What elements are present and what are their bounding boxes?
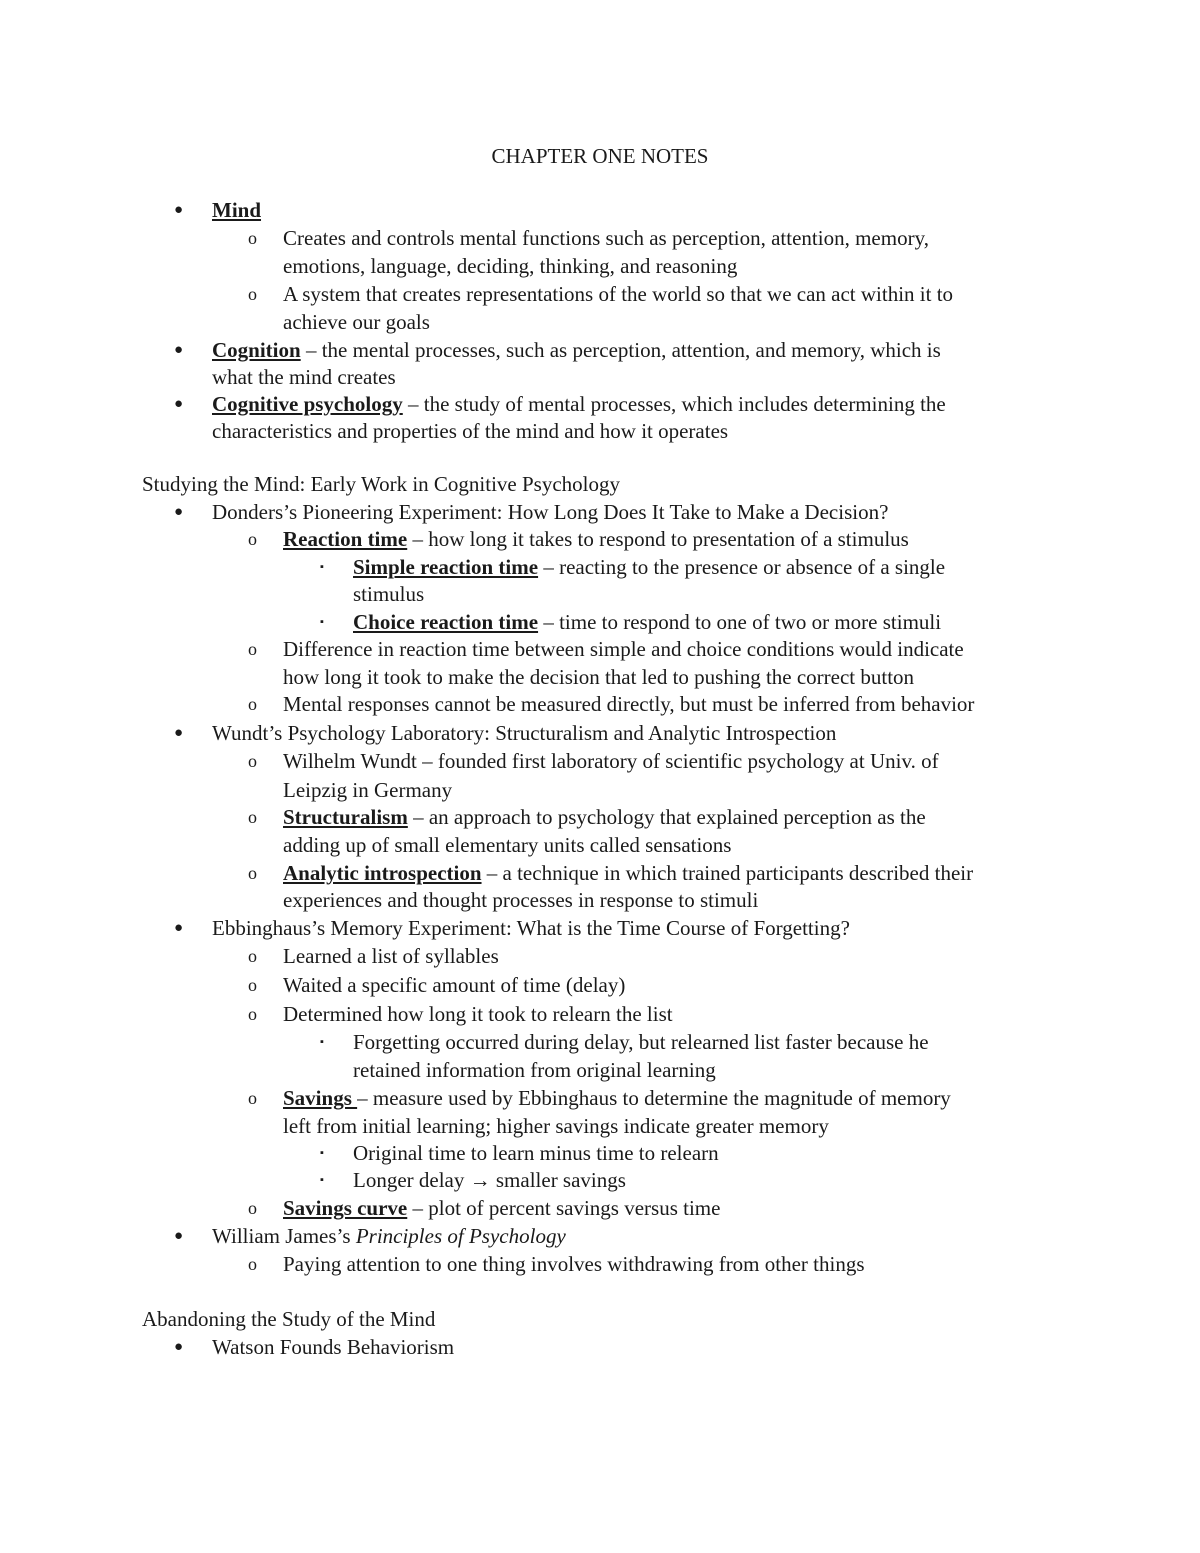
savings-point-1: Original time to learn minus time to relearn [353, 1141, 719, 1165]
bullet-marker: ● [174, 202, 184, 218]
mind-term: Mind [212, 198, 262, 222]
mind-point-2-line-1: A system that creates representations of the world so that we can act within it to [283, 282, 954, 306]
mind-point-1-line-1: Creates and controls mental functions such as perception, attention, memory, [283, 226, 929, 250]
wundt-heading: Wundt’s Psychology Laboratory: Structuralism and Analytic Introspection [212, 721, 837, 745]
circle-marker: o [248, 1088, 257, 1108]
section-heading-early-work: Studying the Mind: Early Work in Cognitive Psychology [142, 472, 620, 496]
savings-curve-definition: – plot of percent savings versus time [407, 1196, 721, 1220]
cognition-term: Cognition [212, 338, 301, 362]
simple-reaction-term: Simple reaction time [353, 555, 539, 579]
savings-point-2-text: Longer delay [353, 1168, 470, 1192]
structuralism-definition: – an approach to psychology that explained perception as the [407, 805, 926, 829]
cognitive-psychology-term: Cognitive psychology [212, 392, 403, 416]
square-marker: ▪ [320, 616, 324, 628]
page-title: CHAPTER ONE NOTES [491, 144, 709, 168]
james-point: Paying attention to one thing involves withdrawing from other things [283, 1252, 865, 1276]
simple-reaction-line-1 [353, 553, 945, 581]
savings-term: Savings [283, 1086, 358, 1110]
cognition-definition: – the mental processes, such as perception, attention, and memory, which is [300, 338, 941, 362]
circle-marker: o [248, 694, 257, 714]
circle-marker: o [248, 863, 257, 883]
savings-definition: – measure used by Ebbinghaus to determine the magnitude of memory [357, 1086, 951, 1110]
bullet-marker: ● [174, 920, 184, 936]
bullet-marker: ● [174, 396, 184, 412]
square-marker: ▪ [320, 561, 324, 573]
circle-marker: o [248, 975, 257, 995]
choice-reaction-definition: – time to respond to one of two or more stimuli [538, 610, 942, 634]
bullet-marker: ● [174, 1339, 184, 1355]
reaction-time-line [283, 525, 909, 553]
section-heading-abandoning: Abandoning the Study of the Mind [142, 1307, 436, 1331]
square-marker: ▪ [320, 1174, 324, 1186]
circle-marker: o [248, 228, 257, 248]
introspection-line-1 [283, 859, 973, 887]
james-book-title: Principles of Psychology [355, 1224, 566, 1248]
bullet-marker: ● [174, 725, 184, 741]
savings-point-2 [353, 1166, 626, 1194]
cognitive-psychology-line-1 [212, 390, 946, 418]
circle-marker: o [248, 284, 257, 304]
savings-point-2-text-end: smaller savings [490, 1168, 626, 1192]
simple-reaction-definition: – reacting to the presence or absence of a single [538, 555, 946, 579]
mental-responses-line: Mental responses cannot be measured directly, but must be inferred from behavior [283, 692, 975, 716]
cognition-line-2: what the mind creates [212, 365, 396, 389]
wilhelm-line-2: Leipzig in Germany [283, 778, 453, 802]
james-prefix: William James’s [212, 1224, 356, 1248]
difference-line-2: how long it took to make the decision that led to pushing the correct button [283, 665, 915, 689]
watson-heading: Watson Founds Behaviorism [212, 1335, 455, 1359]
savings-curve-term: Savings curve [283, 1196, 408, 1220]
choice-reaction-line [353, 608, 941, 636]
structuralism-line-2: adding up of small elementary units called sensations [283, 833, 732, 857]
circle-marker: o [248, 529, 257, 549]
simple-reaction-line-2: stimulus [353, 582, 425, 606]
circle-marker: o [248, 946, 257, 966]
james-heading [212, 1222, 566, 1250]
difference-line-1: Difference in reaction time between simple and choice conditions would indicate [283, 637, 964, 661]
bullet-marker: ● [174, 504, 184, 520]
bullet-marker: ● [174, 342, 184, 358]
savings-line-2: left from initial learning; higher savings indicate greater memory [283, 1114, 829, 1138]
introspection-definition: – a technique in which trained participants described their [481, 861, 974, 885]
savings-line-1 [283, 1084, 951, 1112]
savings-curve-line [283, 1194, 720, 1222]
forgetting-line-1: Forgetting occurred during delay, but relearned list faster because he [353, 1030, 929, 1054]
circle-marker: o [248, 751, 257, 771]
introspection-term: Analytic introspection [283, 861, 482, 885]
structuralism-line-1 [283, 803, 926, 831]
donders-heading: Donders’s Pioneering Experiment: How Long Does It Take to Make a Decision? [212, 500, 889, 524]
circle-marker: o [248, 1198, 257, 1218]
arrow-right-icon: → [469, 1168, 491, 1192]
square-marker: ▪ [320, 1147, 324, 1159]
mind-point-1-line-2: emotions, language, deciding, thinking, and reasoning [283, 254, 738, 278]
circle-marker: o [248, 807, 257, 827]
cognitive-psychology-line-2: characteristics and properties of the mind and how it operates [212, 419, 729, 443]
wilhelm-line-1: Wilhelm Wundt – founded first laboratory of scientific psychology at Univ. of [283, 749, 939, 773]
mind-term-line [212, 196, 261, 224]
ebbinghaus-heading: Ebbinghaus’s Memory Experiment: What is the Time Course of Forgetting? [212, 916, 850, 940]
introspection-line-2: experiences and thought processes in response to stimuli [283, 888, 759, 912]
circle-marker: o [248, 1254, 257, 1274]
bullet-marker: ● [174, 1228, 184, 1244]
ebbinghaus-step-1: Learned a list of syllables [283, 944, 499, 968]
forgetting-line-2: retained information from original learning [353, 1058, 716, 1082]
reaction-time-term: Reaction time [283, 527, 408, 551]
ebbinghaus-step-3: Determined how long it took to relearn the list [283, 1002, 673, 1026]
mind-point-2-line-2: achieve our goals [283, 310, 430, 334]
cognition-line-1 [212, 336, 941, 364]
ebbinghaus-step-2: Waited a specific amount of time (delay) [283, 973, 626, 997]
circle-marker: o [248, 639, 257, 659]
circle-marker: o [248, 1004, 257, 1024]
cognitive-psychology-definition: – the study of mental processes, which includes determining the [402, 392, 946, 416]
choice-reaction-term: Choice reaction time [353, 610, 539, 634]
square-marker: ▪ [320, 1036, 324, 1048]
structuralism-term: Structuralism [283, 805, 408, 829]
reaction-time-definition: – how long it takes to respond to presentation of a stimulus [407, 527, 909, 551]
